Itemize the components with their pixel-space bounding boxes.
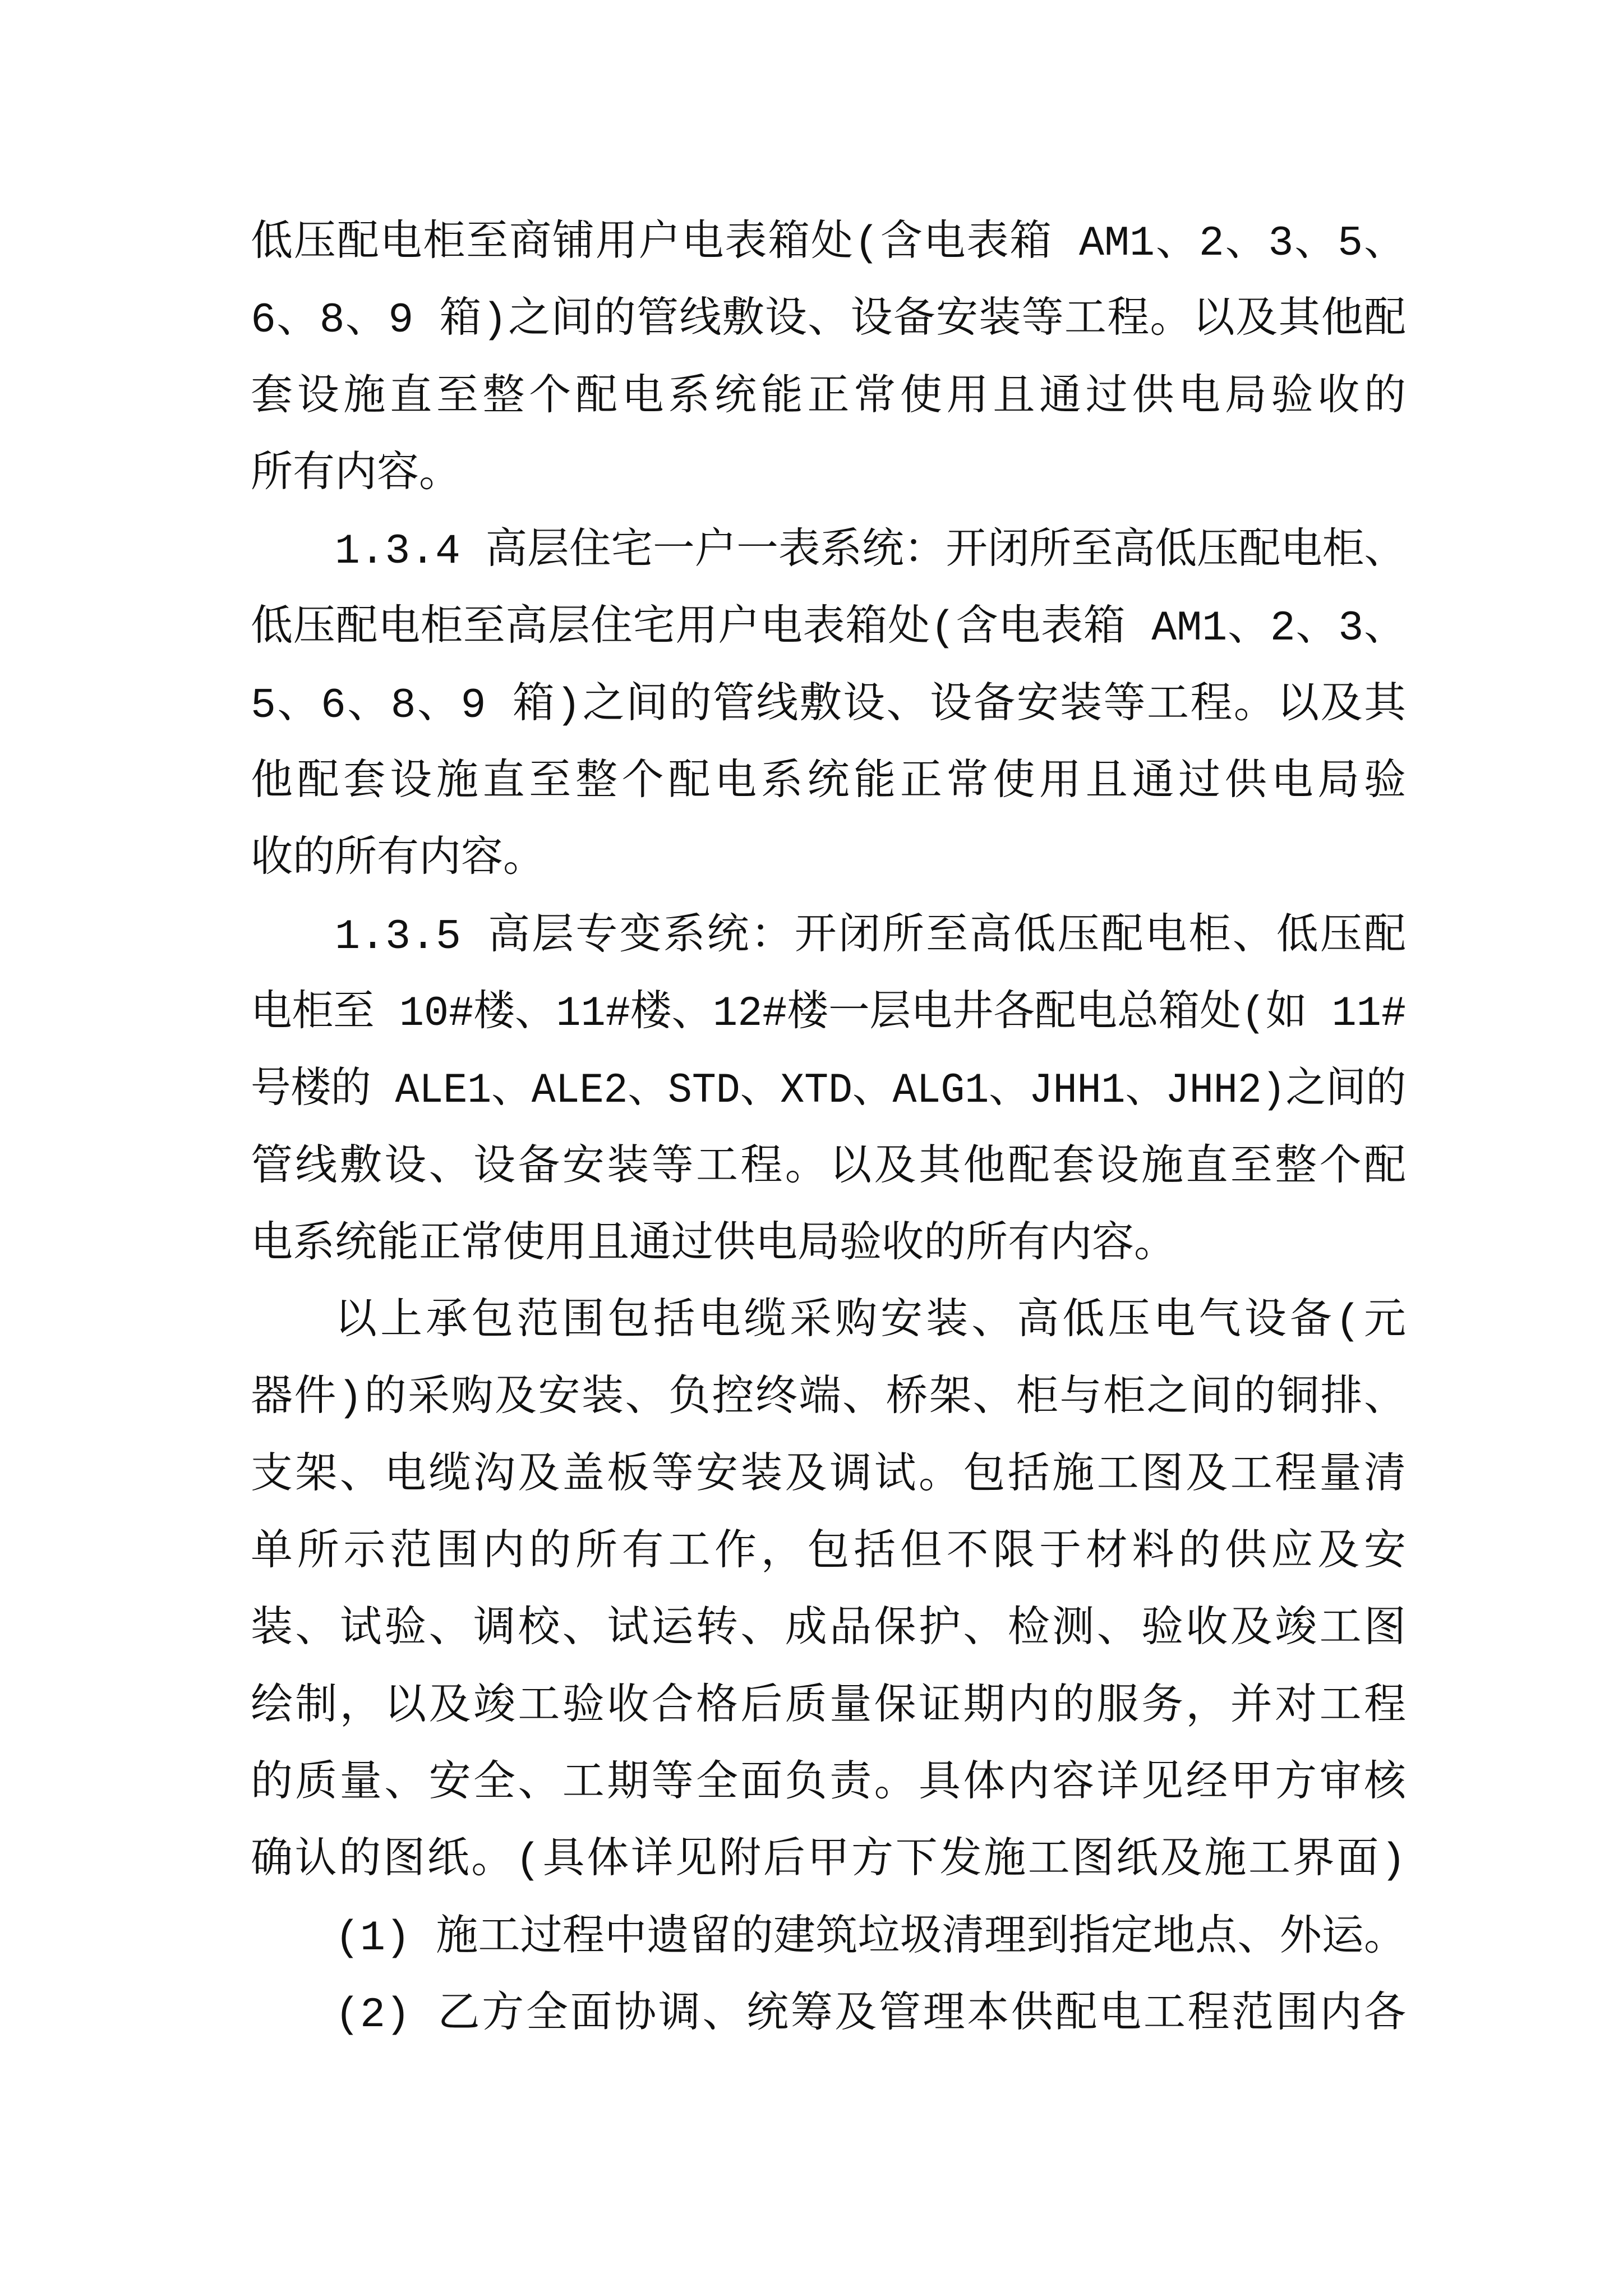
text-line: 支架、电缆沟及盖板等安装及调试。包括施工图及工程量清 <box>251 1452 1406 1500</box>
list-item-2 <box>251 1977 1406 2054</box>
text-line: (2) 乙方全面协调、统筹及管理本供配电工程范围内各 <box>335 1991 1406 2039</box>
paragraph-scope-shops <box>251 205 1406 513</box>
text-line: 5、6、8、9 箱)之间的管线敷设、设备安装等工程。以及其 <box>251 682 1406 730</box>
text-line: 他配套设施直至整个配电系统能正常使用且通过供电局验 <box>251 759 1406 807</box>
text-line: 套设施直至整个配电系统能正常使用且通过供电局验收的 <box>251 374 1406 422</box>
text-line: 的质量、安全、工期等全面负责。具体内容详见经甲方审核 <box>251 1760 1406 1808</box>
text-line: 管线敷设、设备安装等工程。以及其他配套设施直至整个配 <box>251 1144 1406 1192</box>
section-heading-line: 1.3.5 高层专变系统：开闭所至高低压配电柜、低压配 <box>335 913 1406 961</box>
text-line: 低压配电柜至商铺用户电表箱处(含电表箱 AM1、2、3、5、 <box>251 220 1406 268</box>
text-line: 号楼的 ALE1、ALE2、STD、XTD、ALG1、JHH1、JHH2)之间的 <box>251 1067 1407 1115</box>
paragraph-1-3-5 <box>251 899 1406 1283</box>
text-line: 低压配电柜至高层住宅用户电表箱处(含电表箱 AM1、2、3、 <box>251 605 1406 653</box>
text-line: 所有内容。 <box>251 450 462 499</box>
text-line: 电系统能正常使用且通过供电局验收的所有内容。 <box>251 1221 1177 1269</box>
document-body <box>251 205 1406 2054</box>
list-item-1 <box>251 1900 1406 1977</box>
text-line: 6、8、9 箱)之间的管线敷设、设备安装等工程。以及其他配 <box>251 297 1406 345</box>
text-line: 电柜至 10#楼、11#楼、12#楼一层电井各配电总箱处(如 11# <box>251 990 1407 1038</box>
text-line: 单所示范围内的所有工作，包括但不限于材料的供应及安 <box>251 1529 1406 1577</box>
text-line: 收的所有内容。 <box>251 836 546 884</box>
text-line: 绘制，以及竣工验收合格后质量保证期内的服务，并对工程 <box>251 1683 1406 1731</box>
paragraph-1-3-4 <box>251 513 1406 898</box>
text-line: 确认的图纸。(具体详见附后甲方下发施工图纸及施工界面) <box>251 1837 1406 1885</box>
text-line: (1) 施工过程中遗留的建筑垃圾清理到指定地点、外运。 <box>335 1914 1406 1962</box>
paragraph-contract-scope <box>251 1283 1406 1899</box>
text-line: 以上承包范围包括电缆采购安装、高低压电气设备(元 <box>335 1298 1406 1346</box>
section-heading-line: 1.3.4 高层住宅一户一表系统：开闭所至高低压配电柜、 <box>335 528 1407 576</box>
text-line: 器件)的采购及安装、负控终端、桥架、柜与柜之间的铜排、 <box>251 1375 1406 1423</box>
text-line: 装、试验、调校、试运转、成品保护、检测、验收及竣工图 <box>251 1606 1406 1654</box>
